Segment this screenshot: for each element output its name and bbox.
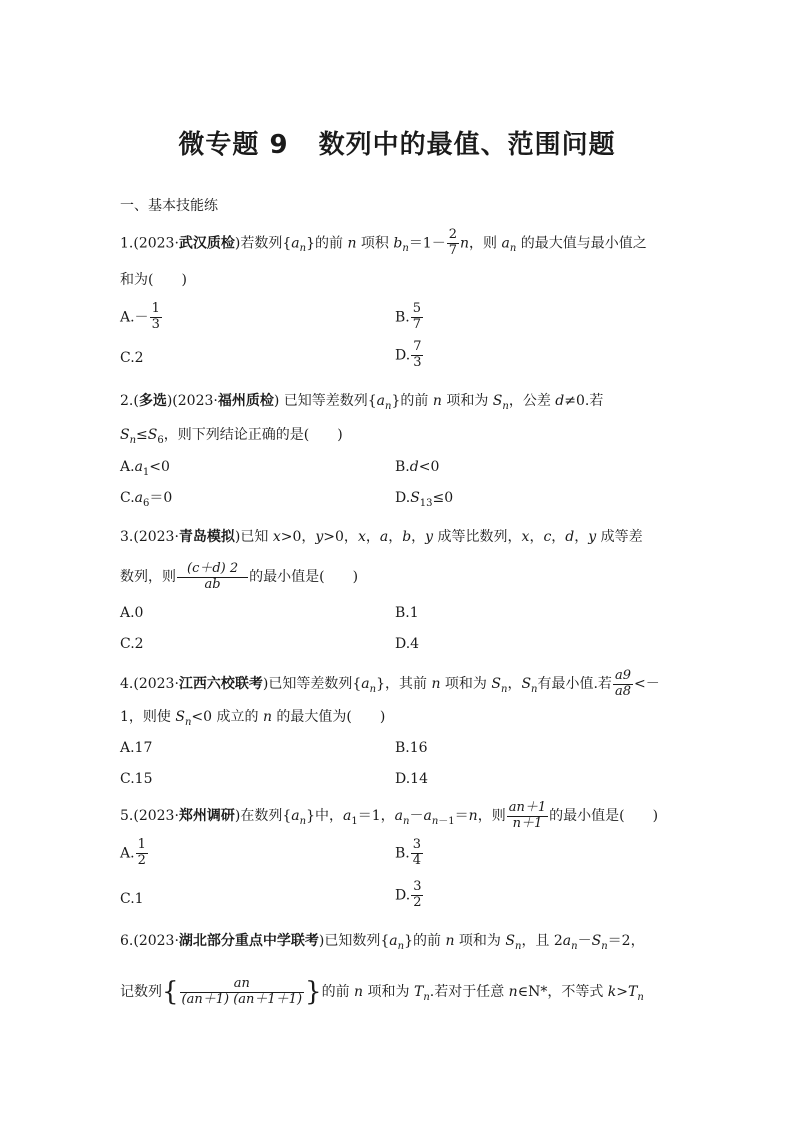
fraction: $\frac{an+1}{n+1}$ <box>508 799 547 831</box>
question-1-line2: 和为( ) <box>120 272 187 288</box>
q1-option-a: A.－ $\frac{1}{3}$ <box>120 301 160 332</box>
question-5: 5.(2023·郑州调研)在数列$\{a_n\}$中，$a_1=1$，$a_n-a_{n-1}=n$，则 $\frac{an+1}{n+1}$ 的最小值是( ) <box>120 799 659 831</box>
page-title <box>0 124 794 161</box>
q5-option-c: C.1 <box>120 891 144 907</box>
q2-option-b: B.d<0 <box>395 459 440 475</box>
section-heading: 一、基本技能练 <box>120 198 218 214</box>
title-text: 数列中的最值、范围问题 <box>318 130 616 160</box>
q3-option-b: B.1 <box>395 605 419 621</box>
question-2-line2: $S_n\le S_6$，则下列结论正确的是( ) <box>120 427 343 446</box>
q4-option-c: C.15 <box>120 771 153 787</box>
q2-option-c: $C.a_6=0$ <box>120 490 173 509</box>
q5-option-a: A. $\frac{1}{2}$ <box>120 837 146 868</box>
q4-option-d: D.14 <box>395 771 428 787</box>
q2-option-d: $D.S_{13}\le 0$ <box>395 490 454 509</box>
fraction: $\frac{an}{(an+1) (an+1+1)}$ <box>181 975 303 1007</box>
q1-option-b: B. $\frac{5}{7}$ <box>395 301 422 332</box>
q4-option-a: A.17 <box>120 740 153 756</box>
question-1: 1.(2023·武汉质检)若数列$\{a_n\}$的前 n 项积 $b_n=1-$ $\frac{2}{7}$ n，则 $a_n$ 的最大值与最小值之 <box>120 227 647 258</box>
fraction: $\frac{a9}{a8}$ <box>614 667 631 699</box>
question-6-line2: 记数列{ $\frac{an}{(an+1) (an+1+1)}$ }的前 n 项和为 $T_n$.若对于任意 n∈N*，不等式 $k>T_n$ <box>120 975 644 1007</box>
q3-option-c: C.2 <box>120 636 144 652</box>
question-4: 4.(2023·江西六校联考)已知等差数列$\{a_n\}$，其前 n 项和为 $S_n$，$S_n$有最小值.若 $\frac{a9}{a8}$ <－ <box>120 667 660 699</box>
q4-option-b: B.16 <box>395 740 428 756</box>
question-4-line2: 1，则使 $S_n<0$ 成立的 n 的最大值为( ) <box>120 709 386 728</box>
q3-option-a: A.0 <box>120 605 144 621</box>
title-number: 微专题 9 <box>178 130 289 160</box>
question-6: 6.(2023·湖北部分重点中学联考)已知数列$\{a_n\}$的前 n 项和为 $S_n$，且 $2a_n-S_n=2$， <box>120 933 645 952</box>
question-2: 2.(多选)(2023·福州质检) 已知等差数列$\{a_n\}$的前 n 项和为 $S_n$，公差 d≠0.若 <box>120 393 604 412</box>
q1-option-c: C.2 <box>120 350 144 366</box>
fraction: $\frac{2}{7}$ <box>448 227 458 258</box>
q1-option-d: D. $\frac{7}{3}$ <box>395 339 422 370</box>
question-3-line2: 数列，则 $\frac{(c+d) 2}{ab}$ 的最小值是( ) <box>120 560 359 592</box>
q2-option-a: $A.a_1<0$ <box>120 459 170 478</box>
q5-option-d: D. $\frac{3}{2}$ <box>395 879 422 910</box>
question-3: 3.(2023·青岛模拟)已知 x>0，y>0，x，a，b，y 成等比数列，x，c，d，y 成等差 <box>120 529 643 545</box>
q3-option-d: D.4 <box>395 636 420 652</box>
fraction: $\frac{(c+d) 2}{ab}$ <box>177 562 248 593</box>
q5-option-b: B. $\frac{3}{4}$ <box>395 837 422 868</box>
